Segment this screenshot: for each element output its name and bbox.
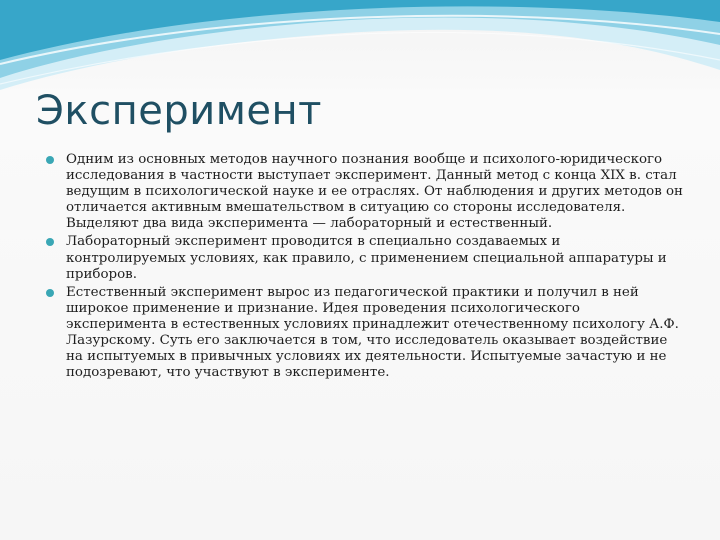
slide-title: Эксперимент — [36, 88, 322, 134]
bullet-text: Естественный эксперимент вырос из педагогической практики и получил в ней широкое применение и признание. Идея проведения психологического эксперимента в естественных условиях принадлежит отечественному психологу А.Ф. Лазурскому. Суть его заключается в том, что исследователь оказывает воздействие на испытуемых в привычных условиях их деятельности. Испытуемые зачастую и не подозревают, что участвуют в эксперименте. — [66, 284, 679, 381]
bullet-text: Лабораторный эксперимент проводится в специально создаваемых и контролируемых условиях, как правило, с применением специальной аппаратуры и приборов. — [66, 234, 667, 282]
bullet-text: Одним из основных методов научного познания вообще и психолого-юридического исследования в частности выступает эксперимент. Данный метод с конца XIX в. стал ведущим в психологической науке и ее отраслях. От наблюдения и других методов он отличается активным вмешательством в ситуацию со стороны исследователя. Выделяют два вида эксперимента — лабораторный и естественный. — [66, 152, 683, 232]
bullet-dot-icon — [46, 289, 54, 297]
bullet-item — [44, 234, 684, 282]
bullet-list — [44, 152, 684, 383]
bullet-dot-icon — [46, 156, 54, 164]
bullet-item — [44, 152, 684, 232]
bullet-item — [44, 285, 684, 382]
bullet-dot-icon — [46, 238, 54, 246]
